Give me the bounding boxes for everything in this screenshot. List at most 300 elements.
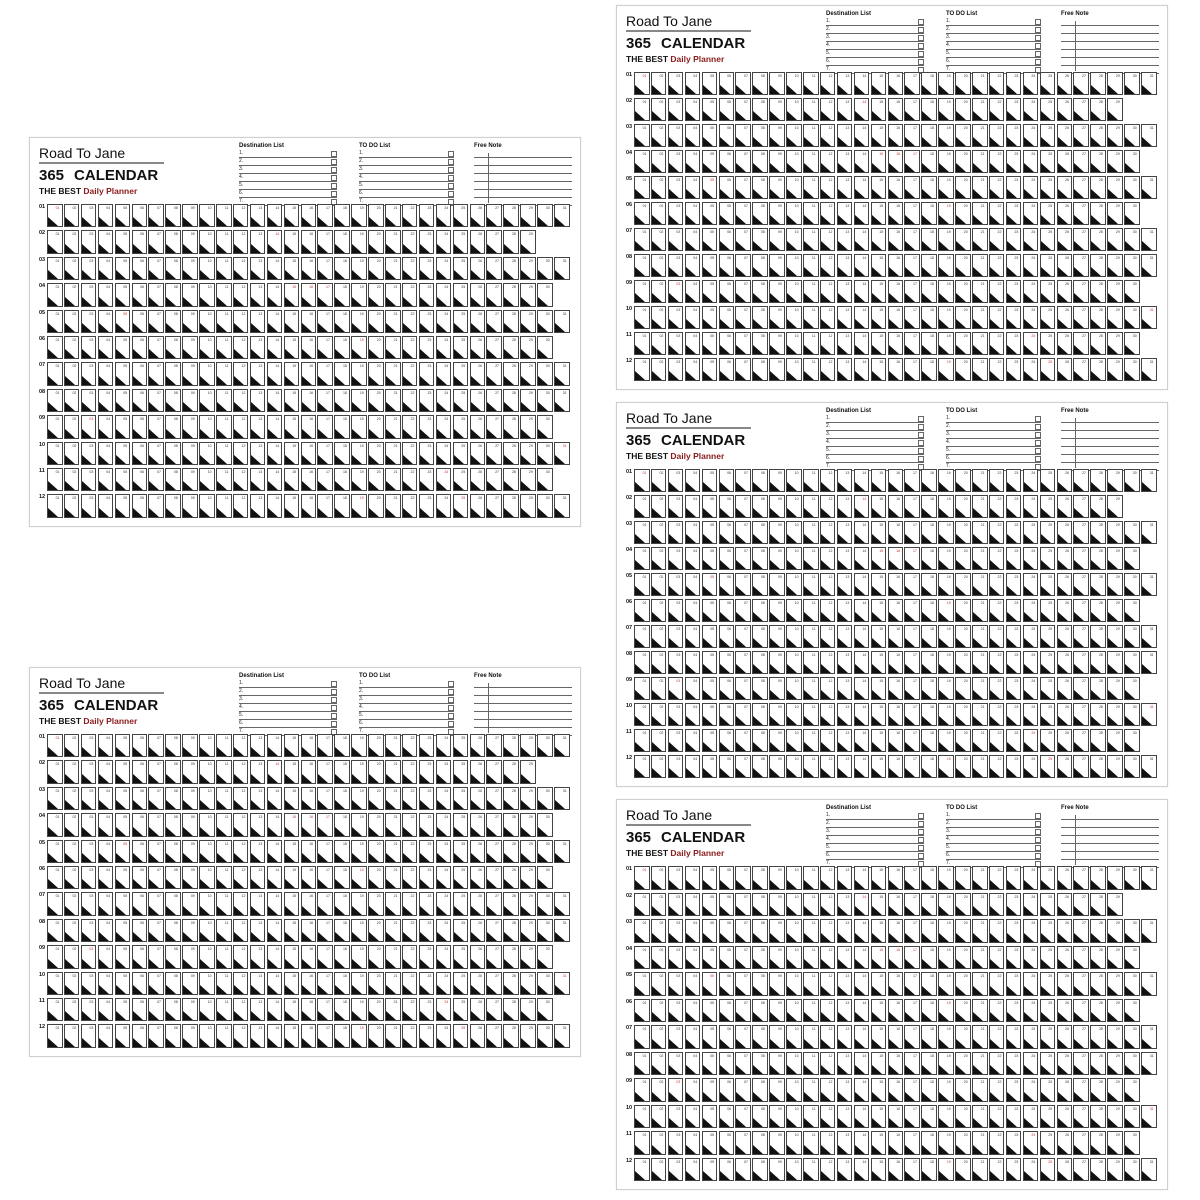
- day-cell[interactable]: [402, 813, 418, 836]
- day-cell[interactable]: [402, 389, 418, 412]
- day-cell[interactable]: [199, 840, 215, 863]
- day-cell[interactable]: [520, 415, 536, 438]
- day-cell[interactable]: [385, 787, 401, 810]
- day-cell[interactable]: [233, 494, 249, 517]
- day-cell[interactable]: [503, 230, 519, 253]
- day-cell[interactable]: [351, 257, 367, 280]
- day-cell[interactable]: [47, 442, 63, 465]
- day-cell[interactable]: [470, 283, 486, 306]
- day-cell[interactable]: [520, 840, 536, 863]
- day-cell[interactable]: [267, 468, 283, 491]
- day-cell[interactable]: [64, 362, 80, 385]
- day-cell[interactable]: [486, 787, 502, 810]
- day-cell[interactable]: [470, 787, 486, 810]
- day-cell[interactable]: [165, 257, 181, 280]
- day-cell[interactable]: [216, 468, 232, 491]
- day-cell[interactable]: [368, 468, 384, 491]
- day-cell[interactable]: [470, 840, 486, 863]
- day-cell[interactable]: [402, 362, 418, 385]
- day-cell[interactable]: [250, 734, 266, 757]
- day-cell[interactable]: [115, 787, 131, 810]
- day-cell[interactable]: [520, 336, 536, 359]
- day-cell[interactable]: [233, 257, 249, 280]
- day-cell[interactable]: [81, 840, 97, 863]
- day-cell[interactable]: [182, 283, 198, 306]
- day-cell[interactable]: [98, 362, 114, 385]
- day-cell[interactable]: [165, 760, 181, 783]
- day-cell[interactable]: [317, 787, 333, 810]
- day-cell[interactable]: [503, 362, 519, 385]
- day-cell[interactable]: [148, 494, 164, 517]
- day-cell[interactable]: [453, 230, 469, 253]
- day-cell[interactable]: [132, 310, 148, 333]
- day-cell[interactable]: [436, 760, 452, 783]
- day-cell[interactable]: [470, 813, 486, 836]
- day-cell[interactable]: [385, 362, 401, 385]
- day-cell[interactable]: [250, 760, 266, 783]
- day-cell[interactable]: [284, 362, 300, 385]
- day-cell[interactable]: [64, 442, 80, 465]
- day-cell[interactable]: [132, 494, 148, 517]
- day-cell[interactable]: [115, 734, 131, 757]
- day-cell[interactable]: [537, 415, 553, 438]
- day-cell[interactable]: [419, 336, 435, 359]
- day-cell[interactable]: [470, 204, 486, 227]
- day-cell[interactable]: [520, 362, 536, 385]
- day-cell[interactable]: [132, 442, 148, 465]
- day-cell[interactable]: [402, 468, 418, 491]
- day-cell[interactable]: [351, 362, 367, 385]
- day-cell[interactable]: [165, 494, 181, 517]
- day-cell[interactable]: [368, 787, 384, 810]
- day-cell[interactable]: [115, 442, 131, 465]
- day-cell[interactable]: [301, 813, 317, 836]
- day-cell[interactable]: [503, 257, 519, 280]
- day-cell[interactable]: [301, 787, 317, 810]
- day-cell[interactable]: [81, 468, 97, 491]
- day-cell[interactable]: [351, 389, 367, 412]
- day-cell[interactable]: [486, 760, 502, 783]
- day-cell[interactable]: [301, 734, 317, 757]
- day-cell[interactable]: [503, 760, 519, 783]
- day-cell[interactable]: [351, 230, 367, 253]
- day-cell[interactable]: [402, 494, 418, 517]
- day-cell[interactable]: [148, 760, 164, 783]
- day-cell[interactable]: [284, 734, 300, 757]
- day-cell[interactable]: [402, 840, 418, 863]
- day-cell[interactable]: [537, 813, 553, 836]
- day-cell[interactable]: [537, 494, 553, 517]
- day-cell[interactable]: [148, 204, 164, 227]
- day-cell[interactable]: [419, 734, 435, 757]
- day-cell[interactable]: [182, 415, 198, 438]
- day-cell[interactable]: [334, 760, 350, 783]
- day-cell[interactable]: [98, 310, 114, 333]
- day-cell[interactable]: [385, 230, 401, 253]
- day-cell[interactable]: [132, 734, 148, 757]
- day-cell[interactable]: [233, 310, 249, 333]
- day-cell[interactable]: [199, 415, 215, 438]
- day-cell[interactable]: [64, 787, 80, 810]
- day-cell[interactable]: [385, 204, 401, 227]
- day-cell[interactable]: [453, 442, 469, 465]
- day-cell[interactable]: [436, 494, 452, 517]
- day-cell[interactable]: [47, 204, 63, 227]
- day-cell[interactable]: [182, 362, 198, 385]
- day-cell[interactable]: [81, 336, 97, 359]
- day-cell[interactable]: [385, 840, 401, 863]
- day-cell[interactable]: [98, 336, 114, 359]
- day-cell[interactable]: [284, 840, 300, 863]
- day-cell[interactable]: [132, 787, 148, 810]
- day-cell[interactable]: [267, 389, 283, 412]
- day-cell[interactable]: [470, 257, 486, 280]
- day-cell[interactable]: [132, 389, 148, 412]
- day-cell[interactable]: [182, 442, 198, 465]
- day-cell[interactable]: [368, 442, 384, 465]
- day-cell[interactable]: [267, 442, 283, 465]
- day-cell[interactable]: [520, 734, 536, 757]
- day-cell[interactable]: [368, 760, 384, 783]
- day-cell[interactable]: [470, 415, 486, 438]
- day-cell[interactable]: [250, 283, 266, 306]
- day-cell[interactable]: [148, 230, 164, 253]
- day-cell[interactable]: [81, 734, 97, 757]
- day-cell[interactable]: [47, 389, 63, 412]
- day-cell[interactable]: [301, 204, 317, 227]
- day-cell[interactable]: [453, 310, 469, 333]
- day-cell[interactable]: [182, 389, 198, 412]
- day-cell[interactable]: [115, 283, 131, 306]
- day-cell[interactable]: [317, 204, 333, 227]
- day-cell[interactable]: [182, 494, 198, 517]
- day-cell[interactable]: [165, 442, 181, 465]
- day-cell[interactable]: [470, 760, 486, 783]
- day-cell[interactable]: [368, 257, 384, 280]
- day-cell[interactable]: [520, 760, 536, 783]
- day-cell[interactable]: [250, 389, 266, 412]
- day-cell[interactable]: [148, 734, 164, 757]
- day-cell[interactable]: [486, 336, 502, 359]
- day-cell[interactable]: [81, 283, 97, 306]
- day-cell[interactable]: [115, 362, 131, 385]
- day-cell[interactable]: [419, 389, 435, 412]
- day-cell[interactable]: [520, 494, 536, 517]
- day-cell[interactable]: [554, 362, 570, 385]
- day-cell[interactable]: [47, 866, 63, 889]
- day-cell[interactable]: [165, 362, 181, 385]
- day-cell[interactable]: [317, 257, 333, 280]
- day-cell[interactable]: [182, 336, 198, 359]
- day-cell[interactable]: [486, 494, 502, 517]
- day-cell[interactable]: [81, 389, 97, 412]
- day-cell[interactable]: [470, 494, 486, 517]
- day-cell[interactable]: [385, 310, 401, 333]
- day-cell[interactable]: [317, 840, 333, 863]
- day-cell[interactable]: [486, 468, 502, 491]
- day-cell[interactable]: [64, 813, 80, 836]
- day-cell[interactable]: [81, 415, 97, 438]
- day-cell[interactable]: [199, 283, 215, 306]
- day-cell[interactable]: [267, 230, 283, 253]
- day-cell[interactable]: [47, 362, 63, 385]
- day-cell[interactable]: [351, 787, 367, 810]
- day-cell[interactable]: [182, 468, 198, 491]
- day-cell[interactable]: [436, 468, 452, 491]
- day-cell[interactable]: [503, 389, 519, 412]
- day-cell[interactable]: [199, 468, 215, 491]
- day-cell[interactable]: [419, 230, 435, 253]
- day-cell[interactable]: [115, 494, 131, 517]
- day-cell[interactable]: [199, 336, 215, 359]
- day-cell[interactable]: [199, 362, 215, 385]
- day-cell[interactable]: [284, 494, 300, 517]
- day-cell[interactable]: [385, 813, 401, 836]
- day-cell[interactable]: [486, 362, 502, 385]
- day-cell[interactable]: [115, 204, 131, 227]
- day-cell[interactable]: [301, 362, 317, 385]
- day-cell[interactable]: [436, 230, 452, 253]
- day-cell[interactable]: [368, 336, 384, 359]
- day-cell[interactable]: [554, 734, 570, 757]
- day-cell[interactable]: [385, 442, 401, 465]
- day-cell[interactable]: [148, 283, 164, 306]
- day-cell[interactable]: [165, 840, 181, 863]
- day-cell[interactable]: [115, 840, 131, 863]
- day-cell[interactable]: [81, 230, 97, 253]
- day-cell[interactable]: [233, 734, 249, 757]
- day-cell[interactable]: [470, 734, 486, 757]
- day-cell[interactable]: [317, 389, 333, 412]
- day-cell[interactable]: [250, 442, 266, 465]
- day-cell[interactable]: [402, 734, 418, 757]
- day-cell[interactable]: [453, 840, 469, 863]
- day-cell[interactable]: [233, 840, 249, 863]
- day-cell[interactable]: [165, 734, 181, 757]
- day-cell[interactable]: [419, 813, 435, 836]
- day-cell[interactable]: [436, 389, 452, 412]
- day-cell[interactable]: [284, 230, 300, 253]
- day-cell[interactable]: [148, 840, 164, 863]
- day-cell[interactable]: [267, 283, 283, 306]
- day-cell[interactable]: [470, 442, 486, 465]
- day-cell[interactable]: [284, 415, 300, 438]
- day-cell[interactable]: [402, 257, 418, 280]
- day-cell[interactable]: [385, 734, 401, 757]
- day-cell[interactable]: [419, 494, 435, 517]
- day-cell[interactable]: [334, 813, 350, 836]
- day-cell[interactable]: [148, 310, 164, 333]
- day-cell[interactable]: [98, 866, 114, 889]
- day-cell[interactable]: [98, 415, 114, 438]
- day-cell[interactable]: [165, 310, 181, 333]
- day-cell[interactable]: [148, 442, 164, 465]
- day-cell[interactable]: [351, 415, 367, 438]
- day-cell[interactable]: [453, 494, 469, 517]
- day-cell[interactable]: [537, 840, 553, 863]
- day-cell[interactable]: [267, 415, 283, 438]
- day-cell[interactable]: [368, 389, 384, 412]
- day-cell[interactable]: [317, 442, 333, 465]
- day-cell[interactable]: [47, 310, 63, 333]
- day-cell[interactable]: [47, 840, 63, 863]
- day-cell[interactable]: [233, 362, 249, 385]
- day-cell[interactable]: [216, 389, 232, 412]
- day-cell[interactable]: [148, 787, 164, 810]
- day-cell[interactable]: [132, 230, 148, 253]
- day-cell[interactable]: [520, 230, 536, 253]
- day-cell[interactable]: [537, 389, 553, 412]
- day-cell[interactable]: [64, 494, 80, 517]
- day-cell[interactable]: [368, 415, 384, 438]
- day-cell[interactable]: [520, 257, 536, 280]
- day-cell[interactable]: [520, 442, 536, 465]
- day-cell[interactable]: [486, 415, 502, 438]
- day-cell[interactable]: [503, 442, 519, 465]
- day-cell[interactable]: [81, 257, 97, 280]
- day-cell[interactable]: [317, 310, 333, 333]
- day-cell[interactable]: [216, 257, 232, 280]
- day-cell[interactable]: [267, 362, 283, 385]
- day-cell[interactable]: [216, 760, 232, 783]
- day-cell[interactable]: [115, 760, 131, 783]
- day-cell[interactable]: [419, 283, 435, 306]
- day-cell[interactable]: [233, 787, 249, 810]
- day-cell[interactable]: [216, 415, 232, 438]
- day-cell[interactable]: [503, 840, 519, 863]
- day-cell[interactable]: [267, 494, 283, 517]
- day-cell[interactable]: [301, 760, 317, 783]
- day-cell[interactable]: [250, 787, 266, 810]
- day-cell[interactable]: [64, 204, 80, 227]
- day-cell[interactable]: [503, 494, 519, 517]
- day-cell[interactable]: [520, 468, 536, 491]
- day-cell[interactable]: [165, 230, 181, 253]
- day-cell[interactable]: [453, 257, 469, 280]
- day-cell[interactable]: [199, 494, 215, 517]
- day-cell[interactable]: [64, 760, 80, 783]
- day-cell[interactable]: [182, 310, 198, 333]
- day-cell[interactable]: [98, 734, 114, 757]
- day-cell[interactable]: [402, 415, 418, 438]
- day-cell[interactable]: [385, 415, 401, 438]
- day-cell[interactable]: [199, 389, 215, 412]
- day-cell[interactable]: [317, 415, 333, 438]
- day-cell[interactable]: [537, 204, 553, 227]
- day-cell[interactable]: [554, 840, 570, 863]
- day-cell[interactable]: [81, 813, 97, 836]
- day-cell[interactable]: [216, 494, 232, 517]
- day-cell[interactable]: [334, 257, 350, 280]
- day-cell[interactable]: [334, 283, 350, 306]
- day-cell[interactable]: [301, 257, 317, 280]
- day-cell[interactable]: [132, 813, 148, 836]
- day-cell[interactable]: [368, 734, 384, 757]
- day-cell[interactable]: [486, 813, 502, 836]
- day-cell[interactable]: [470, 468, 486, 491]
- day-cell[interactable]: [385, 494, 401, 517]
- day-cell[interactable]: [47, 257, 63, 280]
- day-cell[interactable]: [148, 415, 164, 438]
- day-cell[interactable]: [250, 230, 266, 253]
- day-cell[interactable]: [165, 389, 181, 412]
- day-cell[interactable]: [486, 230, 502, 253]
- day-cell[interactable]: [334, 310, 350, 333]
- day-cell[interactable]: [284, 283, 300, 306]
- day-cell[interactable]: [453, 389, 469, 412]
- day-cell[interactable]: [98, 442, 114, 465]
- day-cell[interactable]: [385, 257, 401, 280]
- day-cell[interactable]: [250, 257, 266, 280]
- day-cell[interactable]: [182, 734, 198, 757]
- day-cell[interactable]: [453, 336, 469, 359]
- day-cell[interactable]: [334, 336, 350, 359]
- day-cell[interactable]: [317, 230, 333, 253]
- day-cell[interactable]: [554, 442, 570, 465]
- day-cell[interactable]: [199, 230, 215, 253]
- day-cell[interactable]: [250, 415, 266, 438]
- day-cell[interactable]: [301, 283, 317, 306]
- day-cell[interactable]: [115, 813, 131, 836]
- day-cell[interactable]: [351, 442, 367, 465]
- day-cell[interactable]: [81, 494, 97, 517]
- day-cell[interactable]: [233, 442, 249, 465]
- day-cell[interactable]: [233, 415, 249, 438]
- day-cell[interactable]: [267, 840, 283, 863]
- day-cell[interactable]: [284, 760, 300, 783]
- day-cell[interactable]: [453, 813, 469, 836]
- day-cell[interactable]: [368, 310, 384, 333]
- day-cell[interactable]: [284, 336, 300, 359]
- day-cell[interactable]: [419, 257, 435, 280]
- day-cell[interactable]: [334, 442, 350, 465]
- day-cell[interactable]: [436, 283, 452, 306]
- day-cell[interactable]: [503, 310, 519, 333]
- day-cell[interactable]: [436, 336, 452, 359]
- day-cell[interactable]: [233, 389, 249, 412]
- day-cell[interactable]: [284, 813, 300, 836]
- day-cell[interactable]: [64, 336, 80, 359]
- day-cell[interactable]: [334, 415, 350, 438]
- day-cell[interactable]: [520, 787, 536, 810]
- day-cell[interactable]: [402, 283, 418, 306]
- day-cell[interactable]: [132, 468, 148, 491]
- day-cell[interactable]: [165, 415, 181, 438]
- day-cell[interactable]: [132, 283, 148, 306]
- day-cell[interactable]: [453, 734, 469, 757]
- day-cell[interactable]: [351, 840, 367, 863]
- day-cell[interactable]: [165, 283, 181, 306]
- day-cell[interactable]: [284, 389, 300, 412]
- day-cell[interactable]: [520, 813, 536, 836]
- day-cell[interactable]: [132, 362, 148, 385]
- day-cell[interactable]: [98, 257, 114, 280]
- day-cell[interactable]: [334, 840, 350, 863]
- day-cell[interactable]: [165, 468, 181, 491]
- day-cell[interactable]: [486, 257, 502, 280]
- day-cell[interactable]: [503, 813, 519, 836]
- day-cell[interactable]: [267, 813, 283, 836]
- day-cell[interactable]: [115, 415, 131, 438]
- day-cell[interactable]: [98, 204, 114, 227]
- day-cell[interactable]: [267, 760, 283, 783]
- day-cell[interactable]: [402, 760, 418, 783]
- day-cell[interactable]: [216, 204, 232, 227]
- day-cell[interactable]: [199, 734, 215, 757]
- day-cell[interactable]: [537, 283, 553, 306]
- day-cell[interactable]: [419, 787, 435, 810]
- day-cell[interactable]: [368, 362, 384, 385]
